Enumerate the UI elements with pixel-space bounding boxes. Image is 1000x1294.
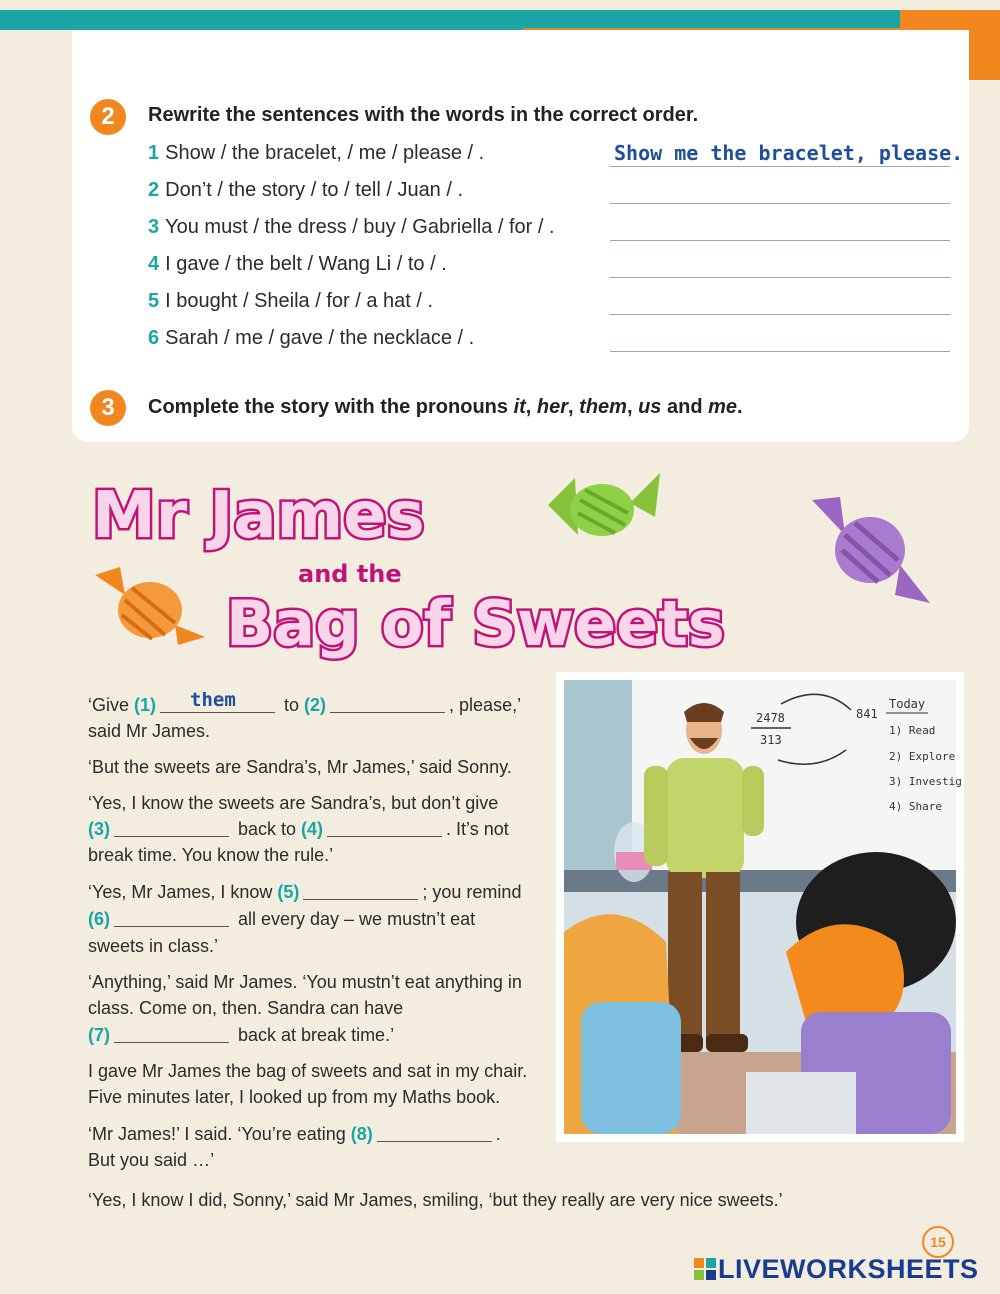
- header-teal-bar: [0, 10, 1000, 30]
- story-line-10: ‘Anything,’ said Mr James. ‘You mustn’t eat anything in: [88, 972, 522, 992]
- page-number: 15: [922, 1226, 954, 1258]
- liveworksheets-brand[interactable]: LIVEWORKSHEETS: [718, 1254, 979, 1284]
- story-title-line1: Mr James: [92, 479, 425, 553]
- story-line-9: sweets in class.’: [88, 936, 219, 956]
- story-line-1: ‘Give (1) them to (2) , please,’: [88, 689, 522, 715]
- exercise-2-instruction: Rewrite the sentences with the words in the correct order.: [148, 104, 699, 126]
- green-sweet-icon: [548, 473, 660, 536]
- blank-5[interactable]: [303, 879, 418, 900]
- story-line-8: (6) all every day – we mustn’t eat: [88, 906, 475, 932]
- answer-field-5[interactable]: [610, 314, 950, 315]
- story-line-4: ‘Yes, I know the sweets are Sandra’s, but don’t give: [88, 793, 499, 813]
- story-line-11: class. Come on, then. Sandra can have: [88, 998, 404, 1018]
- blank-7[interactable]: [114, 1022, 229, 1043]
- blank-4[interactable]: [327, 816, 442, 837]
- story-title-line2: and the: [298, 560, 402, 588]
- exercise-item-4: 4 I gave / the belt / Wang Li / to / .: [148, 253, 447, 275]
- answer-field-1[interactable]: Show me the bracelet, please.: [614, 141, 964, 165]
- exercise-2-badge: 2: [90, 99, 126, 135]
- wb-item-4: 4) Share: [889, 800, 942, 813]
- liveworksheets-logo-icon: [694, 1258, 716, 1280]
- classroom-illustration: [556, 672, 964, 1142]
- wb-number-3: 841: [856, 707, 878, 721]
- blank-1[interactable]: them: [160, 692, 275, 713]
- blank-8[interactable]: [377, 1121, 492, 1142]
- exercise-item-2: 2 Don’t / the story / to / tell / Juan / .: [148, 179, 464, 201]
- blank-6[interactable]: [114, 906, 229, 927]
- answer-field-3[interactable]: [610, 240, 950, 241]
- story-title-line3: Bag of Sweets: [226, 587, 725, 660]
- answer-field-2[interactable]: [610, 203, 950, 204]
- story-title-art: [0, 455, 1000, 670]
- story-line-3: ‘But the sweets are Sandra’s, Mr James,’ said Sonny.: [88, 757, 512, 777]
- story-line-15: ‘Mr James!’ I said. ‘You’re eating (8) .: [88, 1121, 501, 1147]
- exercise-item-3: 3 You must / the dress / buy / Gabriella / for / .: [148, 216, 555, 238]
- blank-2[interactable]: [330, 692, 445, 713]
- purple-sweet-icon: [812, 497, 930, 603]
- story-line-5: (3) back to (4) . It’s not: [88, 816, 509, 842]
- wb-number-2: 313: [760, 733, 782, 747]
- exercise-3-instruction: Complete the story with the pronouns it, her, them, us and me.: [148, 396, 743, 418]
- exercise-item-5: 5 I bought / Sheila / for / a hat / .: [148, 290, 434, 312]
- story-line-6: break time. You know the rule.’: [88, 845, 334, 865]
- answer-field-4[interactable]: [610, 277, 950, 278]
- story-line-12: (7) back at break time.’: [88, 1022, 394, 1048]
- story-line-14: Five minutes later, I looked up from my Maths book.: [88, 1087, 501, 1107]
- story-line-17: ‘Yes, I know I did, Sonny,’ said Mr James, smiling, ‘but they really are very nice sweets.’: [88, 1190, 783, 1210]
- student-girl-figure: [564, 914, 681, 1134]
- answer-line-1: [610, 166, 950, 167]
- blank-3[interactable]: [114, 816, 229, 837]
- story-line-13: I gave Mr James the bag of sweets and sat in my chair.: [88, 1061, 528, 1081]
- wb-heading: Today: [889, 697, 926, 711]
- exercise-3-badge: 3: [90, 390, 126, 426]
- wb-number-1: 2478: [756, 711, 785, 725]
- exercise-item-1: 1 Show / the bracelet, / me / please / .: [148, 142, 485, 164]
- exercise-item-6: 6 Sarah / me / gave / the necklace / .: [148, 327, 475, 349]
- orange-sweet-icon: [95, 567, 205, 645]
- story-line-16: But you said …’: [88, 1150, 215, 1170]
- wb-item-3: 3) Investig: [889, 775, 962, 788]
- story-line-7: ‘Yes, Mr James, I know (5) ; you remind: [88, 879, 521, 905]
- story-line-2: said Mr James.: [88, 721, 211, 741]
- wb-item-1: 1) Read: [889, 724, 936, 737]
- answer-field-6[interactable]: [610, 351, 950, 352]
- wb-item-2: 2) Explore: [889, 750, 956, 763]
